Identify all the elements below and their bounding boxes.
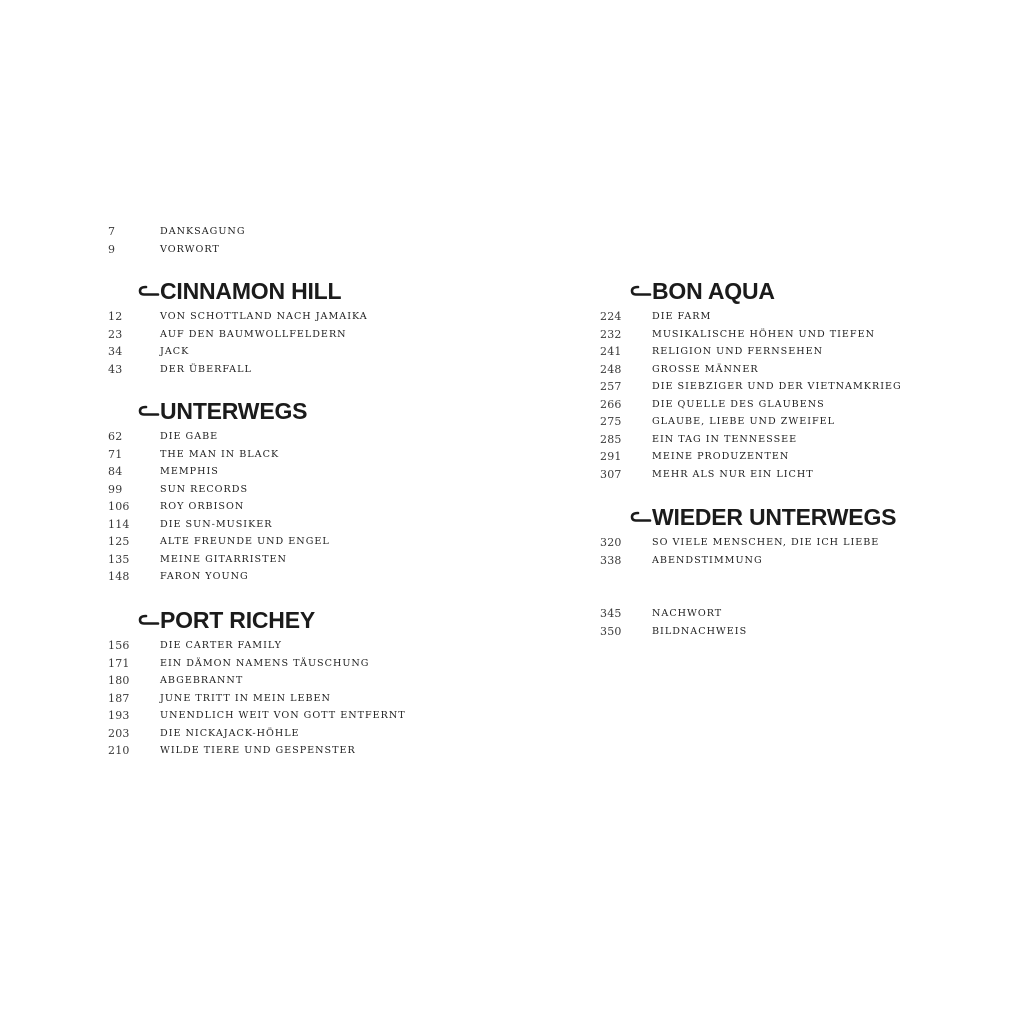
toc-page-number: 350 [600,624,622,638]
toc-entry-title: JUNE TRITT IN MEIN LEBEN [160,692,331,704]
toc-entry-title: VON SCHOTTLAND NACH JAMAIKA [160,311,368,322]
toc-page-number: 338 [600,553,622,567]
toc-page-number: 148 [108,570,130,583]
toc-entry-title: MEINE GITARRISTEN [160,553,287,565]
toc-page-number: 34 [108,345,123,358]
toc-entry-title: WILDE TIERE UND GESPENSTER [160,745,356,756]
toc-entry-title: MUSIKALISCHE HÖHEN UND TIEFEN [652,328,875,340]
toc-entry-title: DER ÜBERFALL [160,363,252,375]
toc-page-number: 71 [108,447,123,461]
toc-entry-title: THE MAN IN BLACK [160,448,280,460]
toc-entry-title: FARON YOUNG [160,571,249,582]
hook-bracket-icon [630,511,652,523]
toc-page-number: 345 [600,607,622,620]
toc-entry-title: DIE QUELLE DES GLAUBENS [652,398,825,410]
toc-entry-title: DIE FARM [652,311,712,322]
toc-entry-title: MEMPHIS [160,466,219,477]
toc-entry-title: DIE GABE [160,431,219,442]
toc-page-number: 180 [108,674,130,687]
section-heading-text: WIEDER UNTERWEGS [652,504,897,530]
toc-entry-title: ALTE FREUNDE UND ENGEL [160,536,330,547]
toc-page-number: 43 [108,362,123,376]
toc-page-number: 241 [600,345,622,358]
toc-page-number: 23 [108,327,123,341]
toc-entry-title: ABGEBRANNT [160,675,244,686]
toc-page-number: 224 [600,310,622,323]
toc-entry-title: DANKSAGUNG [160,226,246,237]
toc-entry-title: GLAUBE, LIEBE UND ZWEIFEL [652,416,836,427]
section-heading-text: BON AQUA [652,278,775,304]
toc-page-number: 257 [600,380,622,393]
hook-bracket-icon [138,285,160,297]
toc-entry-title: DIE CARTER FAMILY [160,640,282,651]
hook-bracket-icon [630,285,652,297]
toc-entry-title: SUN RECORDS [160,483,249,495]
toc-entry-title: ROY ORBISON [160,501,245,512]
hook-bracket-icon [138,405,160,417]
toc-entry-title: VORWORT [160,243,220,255]
toc-page-number: 135 [108,552,130,566]
toc-entry-title: RELIGION UND FERNSEHEN [652,346,823,357]
toc-page-number: 266 [600,397,622,411]
toc-page-number: 187 [108,691,130,705]
toc-entry-title: DIE SUN-MUSIKER [160,518,273,530]
toc-entry-title: ABENDSTIMMUNG [652,554,763,566]
toc-page-number: 285 [600,432,622,446]
toc-entry-title: GROSSE MÄNNER [652,363,759,375]
toc-page-number: 99 [108,482,123,496]
toc-page-number: 307 [600,467,622,481]
toc-page-number: 12 [108,310,123,323]
toc-page-number: 203 [108,726,130,740]
toc-page-number: 125 [108,535,130,548]
toc-entry-title: MEINE PRODUZENTEN [652,451,790,462]
toc-page-number: 156 [108,639,130,652]
toc-entry-title: EIN TAG IN TENNESSEE [652,433,798,445]
toc-page-number: 193 [108,709,130,722]
section-heading-text: PORT RICHEY [160,607,315,633]
section-heading-text: CINNAMON HILL [160,278,342,304]
toc-entry-title: UNENDLICH WEIT VON GOTT ENTFERNT [160,710,406,721]
toc-entry-title: JACK [160,346,190,357]
toc-page-number: 7 [108,225,116,238]
toc-page-number: 291 [600,450,622,463]
toc-page-number: 9 [108,242,116,256]
toc-entry-title: SO VIELE MENSCHEN, DIE ICH LIEBE [652,537,880,548]
toc-entry-title: EIN DÄMON NAMENS TÄUSCHUNG [160,657,370,669]
toc-page-number: 275 [600,415,622,428]
toc-page-number: 106 [108,500,130,513]
toc-entry-title: BILDNACHWEIS [652,625,748,637]
toc-page-number: 84 [108,465,123,478]
toc-page-number: 210 [108,744,130,757]
toc-entry-title: MEHR ALS NUR EIN LICHT [652,468,814,480]
toc-entry-title: AUF DEN BAUMWOLLFELDERN [160,328,347,340]
toc-entry-title: DIE NICKAJACK-HÖHLE [160,727,300,739]
hook-bracket-icon [138,614,160,626]
section-heading-text: UNTERWEGS [160,398,308,424]
toc-entry-title: NACHWORT [652,608,723,619]
toc-page-number: 320 [600,536,622,549]
toc-page-number: 171 [108,656,130,670]
toc-page-number: 114 [108,517,130,531]
toc-page-number: 232 [600,327,622,341]
toc-page-number: 62 [108,430,123,443]
toc-page-number: 248 [600,362,622,376]
toc-entry-title: DIE SIEBZIGER UND DER VIETNAMKRIEG [652,381,902,392]
